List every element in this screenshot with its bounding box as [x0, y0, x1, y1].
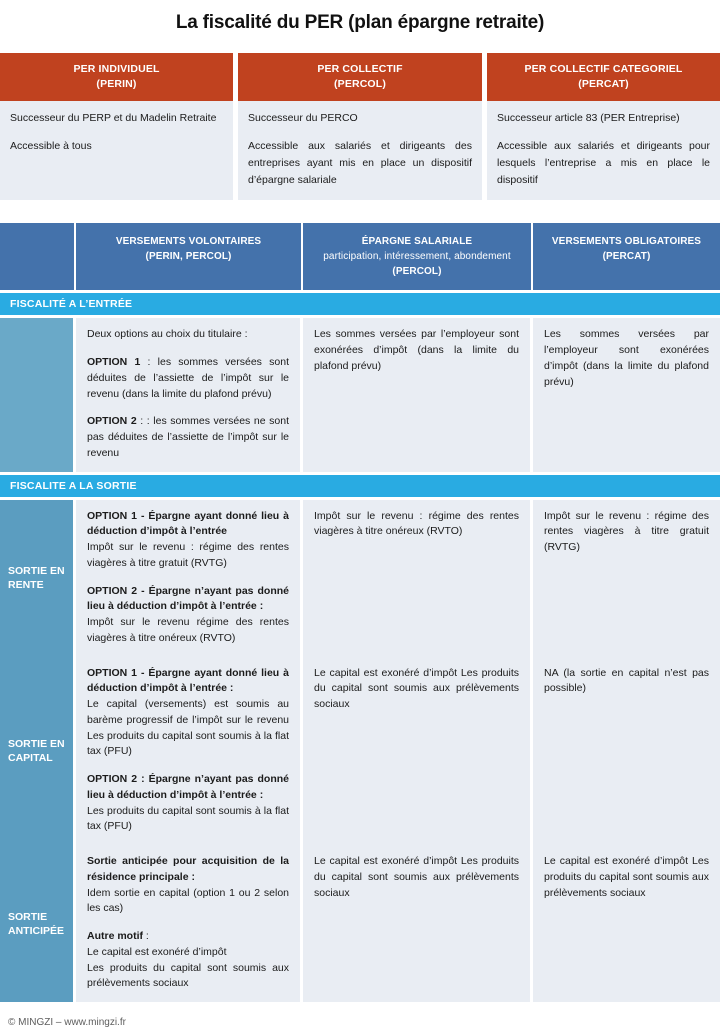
- cell-rente-epargne-salariale: [303, 500, 533, 657]
- per-products-body-row: [0, 101, 720, 200]
- cell-anticipee-versements-obligatoires: [533, 845, 720, 1002]
- cell-rente-versements-obligatoires: [533, 500, 720, 657]
- cell-capital-vv-p1-rest: Le capital (versements) est soumis au barème progressif de l’impôt sur le revenu Les produits du capital sont soumis à la flat tax (PFU): [87, 698, 289, 758]
- cell-entree-vv-p2-bold: OPTION 1: [87, 356, 141, 369]
- cell-entree-vv-p3: [87, 414, 289, 461]
- rowlabel-entree: [0, 318, 76, 471]
- rowlabel-sortie-anticipee: SORTIE ANTICIPÉE: [0, 845, 76, 1002]
- row-sortie-anticipee: [0, 845, 720, 1002]
- header-epargne-salariale-line3: (PERCOL): [392, 266, 442, 278]
- rowlabel-sortie-capital: SORTIE EN CAPITAL: [0, 657, 76, 846]
- cell-rente-vv-p2-bold: OPTION 2 - Épargne n’ayant pas donné lieu à déduction d’impôt à l’entrée :: [87, 584, 289, 613]
- cell-entree-epargne-salariale: [303, 318, 533, 471]
- cell-capital-vv-p2-bold: OPTION 2 : Épargne n’ayant pas donné lieu à déduction d’impôt à l’entrée :: [87, 773, 289, 801]
- header-epargne-salariale: [303, 223, 533, 290]
- cell-anticipee-epargne-salariale: [303, 845, 533, 1002]
- header-per-collectif-categoriel-line2: (PERCAT): [578, 78, 629, 91]
- cell-entree-vv-p1: Deux options au choix du titulaire :: [87, 328, 248, 341]
- header-per-collectif-line1: PER COLLECTIF: [317, 62, 403, 75]
- cell-capital-vv-p2: [87, 772, 289, 835]
- cell-entree-vo-p1: Les sommes versées par l’employeur sont exonérées d’impôt (dans la limite du plafond prévu): [544, 328, 709, 388]
- cell-rente-es-p1: Impôt sur le revenu : régime des rentes viagères à titre onéreux (RVTO): [314, 509, 519, 538]
- cell-entree-vv-p2: [87, 355, 289, 402]
- cell-per-individuel-p1: Successeur du PERP et du Madelin Retraite: [10, 112, 217, 125]
- header-per-collectif-categoriel-line1: PER COLLECTIF CATEGORIEL: [524, 62, 683, 75]
- header-epargne-salariale-line2: participation, intéressement, abondement: [323, 251, 511, 263]
- cell-rente-versements-volontaires: [76, 500, 303, 657]
- cell-per-individuel: [0, 101, 233, 200]
- cell-anticipee-vv-p2-bold: Autre motif: [87, 930, 143, 943]
- cell-capital-epargne-salariale: [303, 657, 533, 846]
- cell-per-collectif-p2: Accessible aux salariés et dirigeants des entreprises ayant mis en place un dispositif d’épargne salariale: [248, 140, 472, 186]
- header-versements-volontaires-line1: VERSEMENTS VOLONTAIRES: [115, 236, 262, 248]
- footer-credit: © MINGZI – www.mingzi.fr: [8, 1017, 126, 1028]
- fiscalite-header-row: [0, 223, 720, 290]
- cell-rente-vv-p1-rest: Impôt sur le revenu : régime des rentes viagères à titre gratuit (RVTG): [87, 541, 289, 569]
- cell-rente-vv-p1: [87, 509, 289, 572]
- rowlabel-sortie-rente: SORTIE EN RENTE: [0, 500, 76, 657]
- page-title: La fiscalité du PER (plan épargne retraite): [175, 12, 545, 33]
- row-sortie-capital: [0, 657, 720, 846]
- cell-anticipee-vv-p1: [87, 854, 289, 917]
- cell-per-collectif-p1: Successeur du PERCO: [248, 112, 358, 125]
- cell-entree-vv-p2-rest: : les sommes versées sont déduites de l’assiette de l’impôt sur le revenu (dans la limite du plafond prévu): [87, 356, 289, 400]
- header-versements-obligatoires-line1: VERSEMENTS OBLIGATOIRES: [551, 236, 702, 248]
- cell-entree-es-p1: Les sommes versées par l’employeur sont exonérées d’impôt (dans la limite du plafond prévu): [314, 328, 519, 372]
- header-versements-obligatoires-line3: (PERCAT): [602, 251, 651, 263]
- cell-anticipee-vv-p2: [87, 929, 289, 992]
- cell-anticipee-vv-p2-rest: : Le capital est exonéré d’impôt Les produits du capital sont soumis aux prélèvements sociaux: [87, 930, 289, 990]
- cell-rente-vv-p2: [87, 584, 289, 647]
- cell-per-collectif: [238, 101, 482, 200]
- cell-entree-vv-p3-bold: OPTION 2: [87, 415, 137, 428]
- cell-capital-versements-obligatoires: [533, 657, 720, 846]
- cell-capital-vo-p1: NA (la sortie en capital n’est pas possible): [544, 666, 709, 695]
- header-per-collectif: [238, 53, 482, 101]
- cell-capital-vv-p1: [87, 666, 289, 761]
- header-per-individuel: [0, 53, 233, 101]
- cell-anticipee-vv-p1-bold: Sortie anticipée pour acquisition de la résidence principale :: [87, 855, 289, 883]
- header-versements-volontaires-line3: (PERIN, PERCOL): [145, 251, 232, 263]
- cell-entree-vv-p3-rest: : : les sommes versées ne sont pas déduites de l’assiette de l’impôt sur le revenu: [87, 415, 289, 459]
- cell-entree-versements-obligatoires: [533, 318, 720, 471]
- header-per-collectif-categoriel: [487, 53, 720, 101]
- fiscalite-table: [0, 223, 720, 1002]
- fiscalite-header-corner: [0, 223, 76, 290]
- cell-anticipee-vv-p1-rest: Idem sortie en capital (option 1 ou 2 selon les cas): [87, 886, 289, 915]
- cell-rente-vv-p1-bold: OPTION 1 - Épargne ayant donné lieu à déduction d’impôt à l’entrée: [87, 509, 289, 538]
- cell-rente-vo-p1: Impôt sur le revenu : régime des rentes viagères à titre gratuit (RVTG): [544, 509, 709, 554]
- cell-capital-es-p1: Le capital est exonéré d’impôt Les produits du capital sont soumis aux prélèvements sociaux: [314, 666, 519, 711]
- header-per-individuel-line2: (PERIN): [96, 78, 137, 91]
- cell-anticipee-versements-volontaires: [76, 845, 303, 1002]
- header-per-collectif-line2: (PERCOL): [334, 78, 386, 91]
- cell-anticipee-es-p1: Le capital est exonéré d’impôt Les produits du capital sont soumis aux prélèvements sociaux: [314, 855, 519, 899]
- cell-capital-vv-p2-rest: Les produits du capital sont soumis à la flat tax (PFU): [87, 804, 289, 833]
- cell-entree-versements-volontaires: [76, 318, 303, 471]
- header-versements-obligatoires: [533, 223, 720, 290]
- cell-capital-vv-p1-bold: OPTION 1 - Épargne ayant donné lieu à déduction d’impôt à l’entrée :: [87, 666, 289, 695]
- cell-per-individuel-p2: Accessible à tous: [10, 140, 92, 153]
- cell-per-collectif-categoriel-p1: Successeur article 83 (PER Entreprise): [497, 112, 680, 125]
- band-fiscalite-sortie: FISCALITE A LA SORTIE: [0, 475, 720, 497]
- per-products-table: [0, 53, 720, 201]
- row-sortie-rente: [0, 500, 720, 657]
- row-fiscalite-entree: [0, 318, 720, 471]
- cell-rente-vv-p2-rest: Impôt sur le revenu régime des rentes viagères à titre onéreux (RVTO): [87, 616, 289, 644]
- band-fiscalite-entree: FISCALITÉ A L’ENTRÉE: [0, 293, 720, 315]
- per-products-header-row: [0, 53, 720, 101]
- cell-capital-versements-volontaires: [76, 657, 303, 846]
- header-per-individuel-line1: PER INDIVIDUEL: [73, 62, 160, 75]
- cell-per-collectif-categoriel-p2: Accessible aux salariés et dirigeants pour lesquels l’entreprise a mis en place le dispositif: [497, 140, 710, 186]
- cell-anticipee-vo-p1: Le capital est exonéré d’impôt Les produits du capital sont soumis aux prélèvements sociaux: [544, 855, 709, 899]
- header-versements-volontaires: [76, 223, 303, 290]
- header-epargne-salariale-line1: ÉPARGNE SALARIALE: [361, 236, 473, 248]
- cell-per-collectif-categoriel: [487, 101, 720, 200]
